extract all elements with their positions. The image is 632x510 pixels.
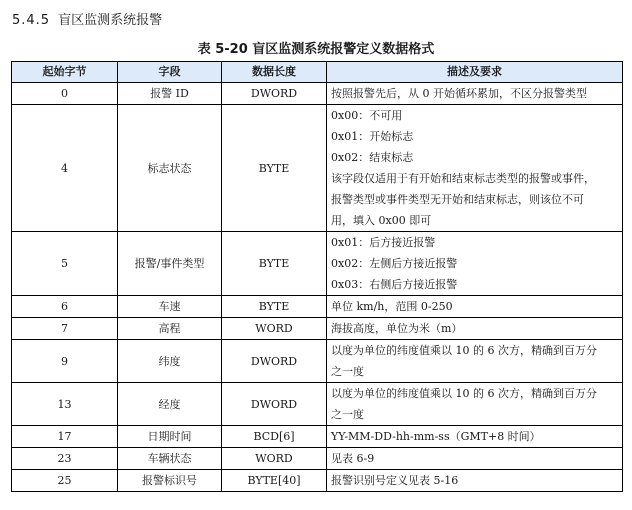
table-row xyxy=(12,470,623,492)
start-byte-cell: 0 xyxy=(12,83,118,105)
description-cell xyxy=(327,448,623,470)
start-byte-cell: 6 xyxy=(12,296,118,318)
start-byte-cell: 5 xyxy=(12,232,118,296)
field-cell: 报警 ID xyxy=(118,83,222,105)
table-body xyxy=(12,83,623,492)
description-line: 0x02：左侧后方接近报警 xyxy=(331,257,458,270)
description-line: YY-MM-DD-hh-mm-ss（GMT+8 时间） xyxy=(331,430,541,443)
data-length-cell: DWORD xyxy=(222,83,327,105)
field-cell: 经度 xyxy=(118,383,222,426)
start-byte-cell: 17 xyxy=(12,426,118,448)
table-row xyxy=(12,340,623,383)
field-cell: 标志状态 xyxy=(118,105,222,232)
field-cell: 日期时间 xyxy=(118,426,222,448)
description-cell xyxy=(327,383,623,426)
table-row xyxy=(12,383,623,426)
data-length-cell: BYTE xyxy=(222,105,327,232)
data-length-cell: BYTE xyxy=(222,232,327,296)
description-cell xyxy=(327,318,623,340)
description-line: 单位 km/h，范围 0-250 xyxy=(331,300,453,313)
data-length-cell: WORD xyxy=(222,448,327,470)
table-row xyxy=(12,426,623,448)
start-byte-cell: 13 xyxy=(12,383,118,426)
table-header-row xyxy=(12,62,623,83)
data-length-cell: BCD[6] xyxy=(222,426,327,448)
start-byte-cell: 25 xyxy=(12,470,118,492)
description-line: 以度为单位的纬度值乘以 10 的 6 次方，精确到百万分 xyxy=(331,387,597,400)
section-heading xyxy=(12,9,162,28)
description-line: 用，填入 0x00 即可 xyxy=(331,214,432,227)
description-line: 0x03：右侧后方接近报警 xyxy=(331,278,458,291)
field-cell: 车速 xyxy=(118,296,222,318)
table-row xyxy=(12,105,623,232)
start-byte-cell: 4 xyxy=(12,105,118,232)
description-line: 0x01：开始标志 xyxy=(331,130,414,143)
data-length-cell: DWORD xyxy=(222,340,327,383)
description-cell xyxy=(327,470,623,492)
description-line: 0x02：结束标志 xyxy=(331,151,414,164)
table-row xyxy=(12,318,623,340)
description-line: 见表 6-9 xyxy=(331,452,375,465)
header-description: 描述及要求 xyxy=(327,62,623,83)
description-line: 以度为单位的纬度值乘以 10 的 6 次方，精确到百万分 xyxy=(331,344,597,357)
header-field: 字段 xyxy=(118,62,222,83)
description-cell xyxy=(327,232,623,296)
table-row xyxy=(12,296,623,318)
description-line: 报警类型或事件类型无开始和结束标志，则该位不可 xyxy=(331,193,584,206)
table-caption: 表 5-20 盲区监测系统报警定义数据格式 xyxy=(197,42,435,57)
description-line: 之一度 xyxy=(331,408,364,421)
data-length-cell: BYTE[40] xyxy=(222,470,327,492)
table-row xyxy=(12,232,623,296)
field-cell: 车辆状态 xyxy=(118,448,222,470)
start-byte-cell: 23 xyxy=(12,448,118,470)
data-length-cell: BYTE xyxy=(222,296,327,318)
table-row xyxy=(12,448,623,470)
field-cell: 报警标识号 xyxy=(118,470,222,492)
description-line: 海拔高度，单位为米（m） xyxy=(331,322,463,335)
description-cell xyxy=(327,83,623,105)
start-byte-cell: 9 xyxy=(12,340,118,383)
description-cell xyxy=(327,426,623,448)
data-length-cell: WORD xyxy=(222,318,327,340)
data-length-cell: DWORD xyxy=(222,383,327,426)
header-data-length: 数据长度 xyxy=(222,62,327,83)
description-line: 报警识别号定义见表 5-16 xyxy=(331,474,459,487)
description-line: 该字段仅适用于有开始和结束标志类型的报警或事件， xyxy=(331,172,595,185)
description-cell xyxy=(327,340,623,383)
description-line: 0x01：后方接近报警 xyxy=(331,236,436,249)
description-line: 按照报警先后，从 0 开始循环累加，不区分报警类型 xyxy=(331,87,587,100)
section-title: 盲区监测系统报警 xyxy=(58,13,163,28)
description-cell xyxy=(327,296,623,318)
description-line: 0x00：不可用 xyxy=(331,109,403,122)
field-cell: 纬度 xyxy=(118,340,222,383)
section-number: 5.4.5 xyxy=(12,13,51,28)
start-byte-cell: 7 xyxy=(12,318,118,340)
table-row xyxy=(12,83,623,105)
description-cell xyxy=(327,105,623,232)
field-cell: 报警/事件类型 xyxy=(118,232,222,296)
field-cell: 高程 xyxy=(118,318,222,340)
description-line: 之一度 xyxy=(331,365,364,378)
alarm-format-table xyxy=(11,61,623,492)
header-start-byte: 起始字节 xyxy=(12,62,118,83)
